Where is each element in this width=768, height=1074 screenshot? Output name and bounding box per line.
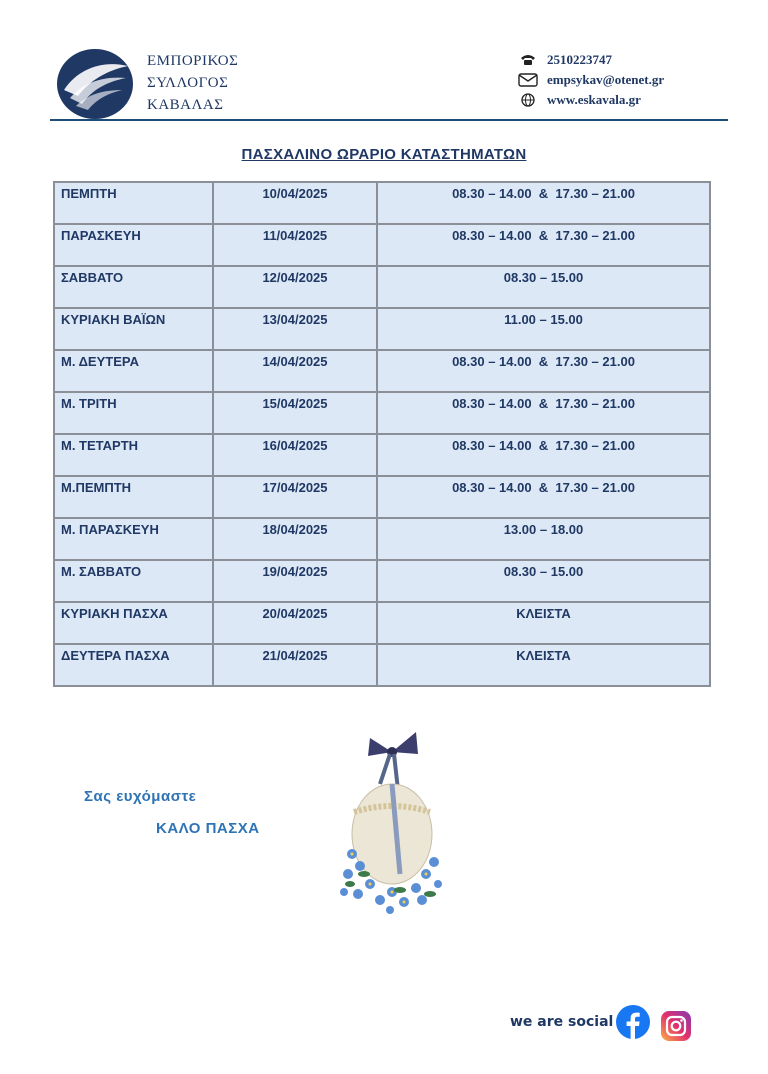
schedule-hours-cell: 08.30 – 14.00 & 17.30 – 21.00 bbox=[377, 182, 710, 224]
schedule-date-cell: 12/04/2025 bbox=[213, 266, 377, 308]
table-row bbox=[54, 518, 710, 560]
schedule-hours-cell: 08.30 – 14.00 & 17.30 – 21.00 bbox=[377, 476, 710, 518]
schedule-day-cell: Μ. ΤΡΙΤΗ bbox=[54, 392, 213, 434]
easter-egg-illustration bbox=[330, 724, 455, 919]
phone-icon bbox=[517, 53, 539, 67]
schedule-date-cell: 10/04/2025 bbox=[213, 182, 377, 224]
schedule-day-cell: Μ. ΠΑΡΑΣΚΕΥΗ bbox=[54, 518, 213, 560]
schedule-table bbox=[53, 181, 711, 687]
schedule-day-cell: ΠΕΜΠΤΗ bbox=[54, 182, 213, 224]
table-row bbox=[54, 560, 710, 602]
schedule-hours-cell: 08.30 – 15.00 bbox=[377, 560, 710, 602]
schedule-hours-cell: 11.00 – 15.00 bbox=[377, 308, 710, 350]
envelope-icon bbox=[517, 73, 539, 87]
schedule-day-cell: Μ. ΔΕΥΤΕΡΑ bbox=[54, 350, 213, 392]
schedule-hours-cell: 08.30 – 14.00 & 17.30 – 21.00 bbox=[377, 350, 710, 392]
phone-number: 2510223747 bbox=[547, 52, 612, 67]
globe-icon bbox=[517, 93, 539, 107]
schedule-date-cell: 14/04/2025 bbox=[213, 350, 377, 392]
schedule-date-cell: 21/04/2025 bbox=[213, 644, 377, 686]
table-row bbox=[54, 350, 710, 392]
schedule-day-cell: Μ.ΠΕΜΠΤΗ bbox=[54, 476, 213, 518]
association-name bbox=[147, 50, 238, 116]
greeting-line-1: Σας ευχόμαστε bbox=[84, 788, 197, 805]
website-link[interactable]: www.eskavala.gr bbox=[547, 92, 641, 107]
table-row bbox=[54, 476, 710, 518]
table-row bbox=[54, 224, 710, 266]
facebook-icon[interactable] bbox=[616, 1005, 650, 1039]
table-row bbox=[54, 644, 710, 686]
schedule-hours-cell: 08.30 – 14.00 & 17.30 – 21.00 bbox=[377, 392, 710, 434]
website-row bbox=[517, 90, 664, 110]
org-name-line-3: ΚΑΒΑΛΑΣ bbox=[147, 97, 224, 113]
table-row bbox=[54, 266, 710, 308]
schedule-hours-cell: 08.30 – 14.00 & 17.30 – 21.00 bbox=[377, 434, 710, 476]
schedule-day-cell: ΣΑΒΒΑΤΟ bbox=[54, 266, 213, 308]
email-row bbox=[517, 70, 664, 90]
schedule-day-cell: ΠΑΡΑΣΚΕΥΗ bbox=[54, 224, 213, 266]
social-caption: we are social bbox=[510, 1014, 614, 1030]
schedule-date-cell: 13/04/2025 bbox=[213, 308, 377, 350]
schedule-hours-cell: 08.30 – 14.00 & 17.30 – 21.00 bbox=[377, 224, 710, 266]
table-row bbox=[54, 308, 710, 350]
contact-info bbox=[517, 50, 664, 110]
phone-row bbox=[517, 50, 664, 70]
schedule-date-cell: 11/04/2025 bbox=[213, 224, 377, 266]
email-link[interactable]: empsykav@otenet.gr bbox=[547, 72, 665, 87]
table-row bbox=[54, 434, 710, 476]
schedule-date-cell: 16/04/2025 bbox=[213, 434, 377, 476]
schedule-date-cell: 15/04/2025 bbox=[213, 392, 377, 434]
instagram-icon[interactable] bbox=[660, 1010, 692, 1042]
schedule-hours-cell: ΚΛΕΙΣΤΑ bbox=[377, 602, 710, 644]
page-title: ΠΑΣΧΑΛΙΝΟ ΩΡΑΡΙΟ ΚΑΤΑΣΤΗΜΑΤΩΝ bbox=[241, 146, 527, 163]
schedule-day-cell: ΔΕΥΤΕΡΑ ΠΑΣΧΑ bbox=[54, 644, 213, 686]
header-divider bbox=[50, 119, 728, 121]
org-name-line-1: ΕΜΠΟΡΙΚΟΣ bbox=[147, 53, 239, 69]
schedule-day-cell: Μ. ΤΕΤΑΡΤΗ bbox=[54, 434, 213, 476]
schedule-date-cell: 20/04/2025 bbox=[213, 602, 377, 644]
schedule-day-cell: Μ. ΣΑΒΒΑΤΟ bbox=[54, 560, 213, 602]
schedule-day-cell: ΚΥΡΙΑΚΗ ΠΑΣΧΑ bbox=[54, 602, 213, 644]
association-logo bbox=[56, 48, 134, 120]
org-name-line-2: ΣΥΛΛΟΓΟΣ bbox=[147, 75, 229, 91]
schedule-day-cell: ΚΥΡΙΑΚΗ ΒΑΪΩΝ bbox=[54, 308, 213, 350]
schedule-hours-cell: ΚΛΕΙΣΤΑ bbox=[377, 644, 710, 686]
table-row bbox=[54, 182, 710, 224]
table-row bbox=[54, 602, 710, 644]
schedule-date-cell: 19/04/2025 bbox=[213, 560, 377, 602]
schedule-date-cell: 17/04/2025 bbox=[213, 476, 377, 518]
table-row bbox=[54, 392, 710, 434]
greeting-line-2: ΚΑΛΟ ΠΑΣΧΑ bbox=[156, 820, 260, 837]
schedule-hours-cell: 08.30 – 15.00 bbox=[377, 266, 710, 308]
schedule-hours-cell: 13.00 – 18.00 bbox=[377, 518, 710, 560]
schedule-date-cell: 18/04/2025 bbox=[213, 518, 377, 560]
